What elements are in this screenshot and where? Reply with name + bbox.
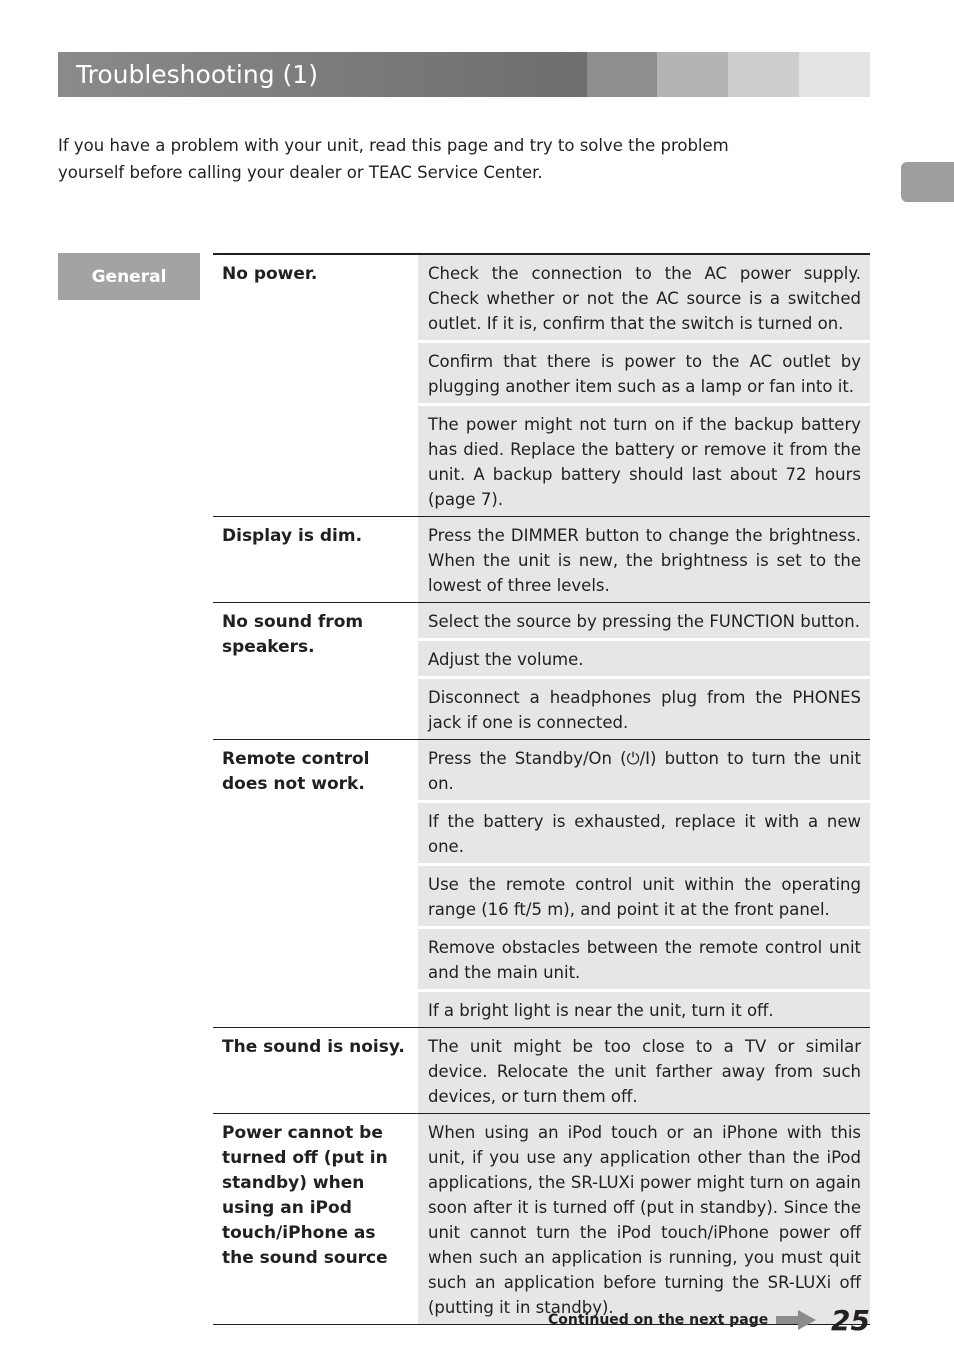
- table-row: [213, 603, 870, 740]
- problem-cell: The sound is noisy.: [222, 1037, 405, 1057]
- problem-cell: No sound from speakers.: [222, 612, 364, 657]
- header-title-bar: [58, 52, 587, 97]
- page-number: 25: [831, 1303, 870, 1337]
- solution-item: Select the source by pressing the FUNCTION button.: [418, 603, 870, 641]
- header-shade-block: [799, 52, 870, 97]
- solutions-cell: [418, 1028, 870, 1113]
- solution-item: Disconnect a headphones plug from the PHONES jack if one is connected.: [418, 679, 870, 739]
- solution-item: The unit might be too close to a TV or similar device. Relocate the unit farther away from such devices, or turn them off.: [418, 1028, 870, 1113]
- troubleshooting-table: [213, 253, 870, 1325]
- solution-item: Confirm that there is power to the AC outlet by plugging another item such as a lamp or fan into it.: [418, 343, 870, 406]
- solution-item: Check the connection to the AC power supply. Check whether or not the AC source is a switched outlet. If it is, confirm that the switch is turned on.: [418, 255, 870, 343]
- page-header: [58, 52, 870, 97]
- solutions-cell: [418, 603, 870, 739]
- table-row: [213, 255, 870, 517]
- solution-item: If the battery is exhausted, replace it with a new one.: [418, 803, 870, 866]
- page-footer: [548, 1300, 870, 1340]
- header-shade-block: [657, 52, 728, 97]
- solution-item: If a bright light is near the unit, turn it off.: [418, 992, 870, 1027]
- solution-item: The power might not turn on if the backup battery has died. Replace the battery or remove it from the unit. A backup battery should last about 72 hours (page 7).: [418, 406, 870, 516]
- solution-item: Press the DIMMER button to change the brightness. When the unit is new, the brightness is set to the lowest of three levels.: [418, 517, 870, 602]
- problem-cell: No power.: [222, 264, 318, 284]
- continued-note: Continued on the next page: [548, 1312, 769, 1328]
- solutions-cell: [418, 1114, 870, 1324]
- solution-item: Remove obstacles between the remote control unit and the main unit.: [418, 929, 870, 992]
- solution-item: Press the Standby/On (⏻/I) button to turn the unit on.: [418, 740, 870, 803]
- chapter-side-tab: [901, 162, 954, 202]
- solutions-cell: [418, 517, 870, 602]
- solutions-cell: [418, 740, 870, 1027]
- arrow-right-icon: [776, 1308, 816, 1332]
- header-shade-block: [728, 52, 799, 97]
- problem-cell: Display is dim.: [222, 526, 363, 546]
- intro-paragraph: If you have a problem with your unit, read this page and try to solve the problem yourself before calling your dealer or TEAC Service Center.: [58, 136, 729, 182]
- solutions-cell: [418, 255, 870, 516]
- table-row: [213, 517, 870, 603]
- table-row: [213, 1028, 870, 1114]
- page-title: Troubleshooting (1): [76, 60, 318, 89]
- solution-item: Adjust the volume.: [418, 641, 870, 679]
- header-shade-block: [587, 52, 657, 97]
- problem-cell: Power cannot be turned off (put in standby) when using an iPod touch/iPhone as the sound source: [222, 1123, 388, 1268]
- table-row: [213, 1114, 870, 1325]
- section-label: General: [58, 253, 200, 300]
- solution-item: Use the remote control unit within the operating range (16 ft/5 m), and point it at the front panel.: [418, 866, 870, 929]
- problem-cell: Remote control does not work.: [222, 749, 370, 794]
- solution-item: When using an iPod touch or an iPhone with this unit, if you use any application other than the iPod applications, the SR-LUXi power might turn on again soon after it is turned off (put in standby). Since the unit cannot turn the iPod touch/iPhone power off when such an application is running, you must quit such an application before turning the SR-LUXi off (putting it in standby).: [418, 1114, 870, 1324]
- table-row: [213, 740, 870, 1028]
